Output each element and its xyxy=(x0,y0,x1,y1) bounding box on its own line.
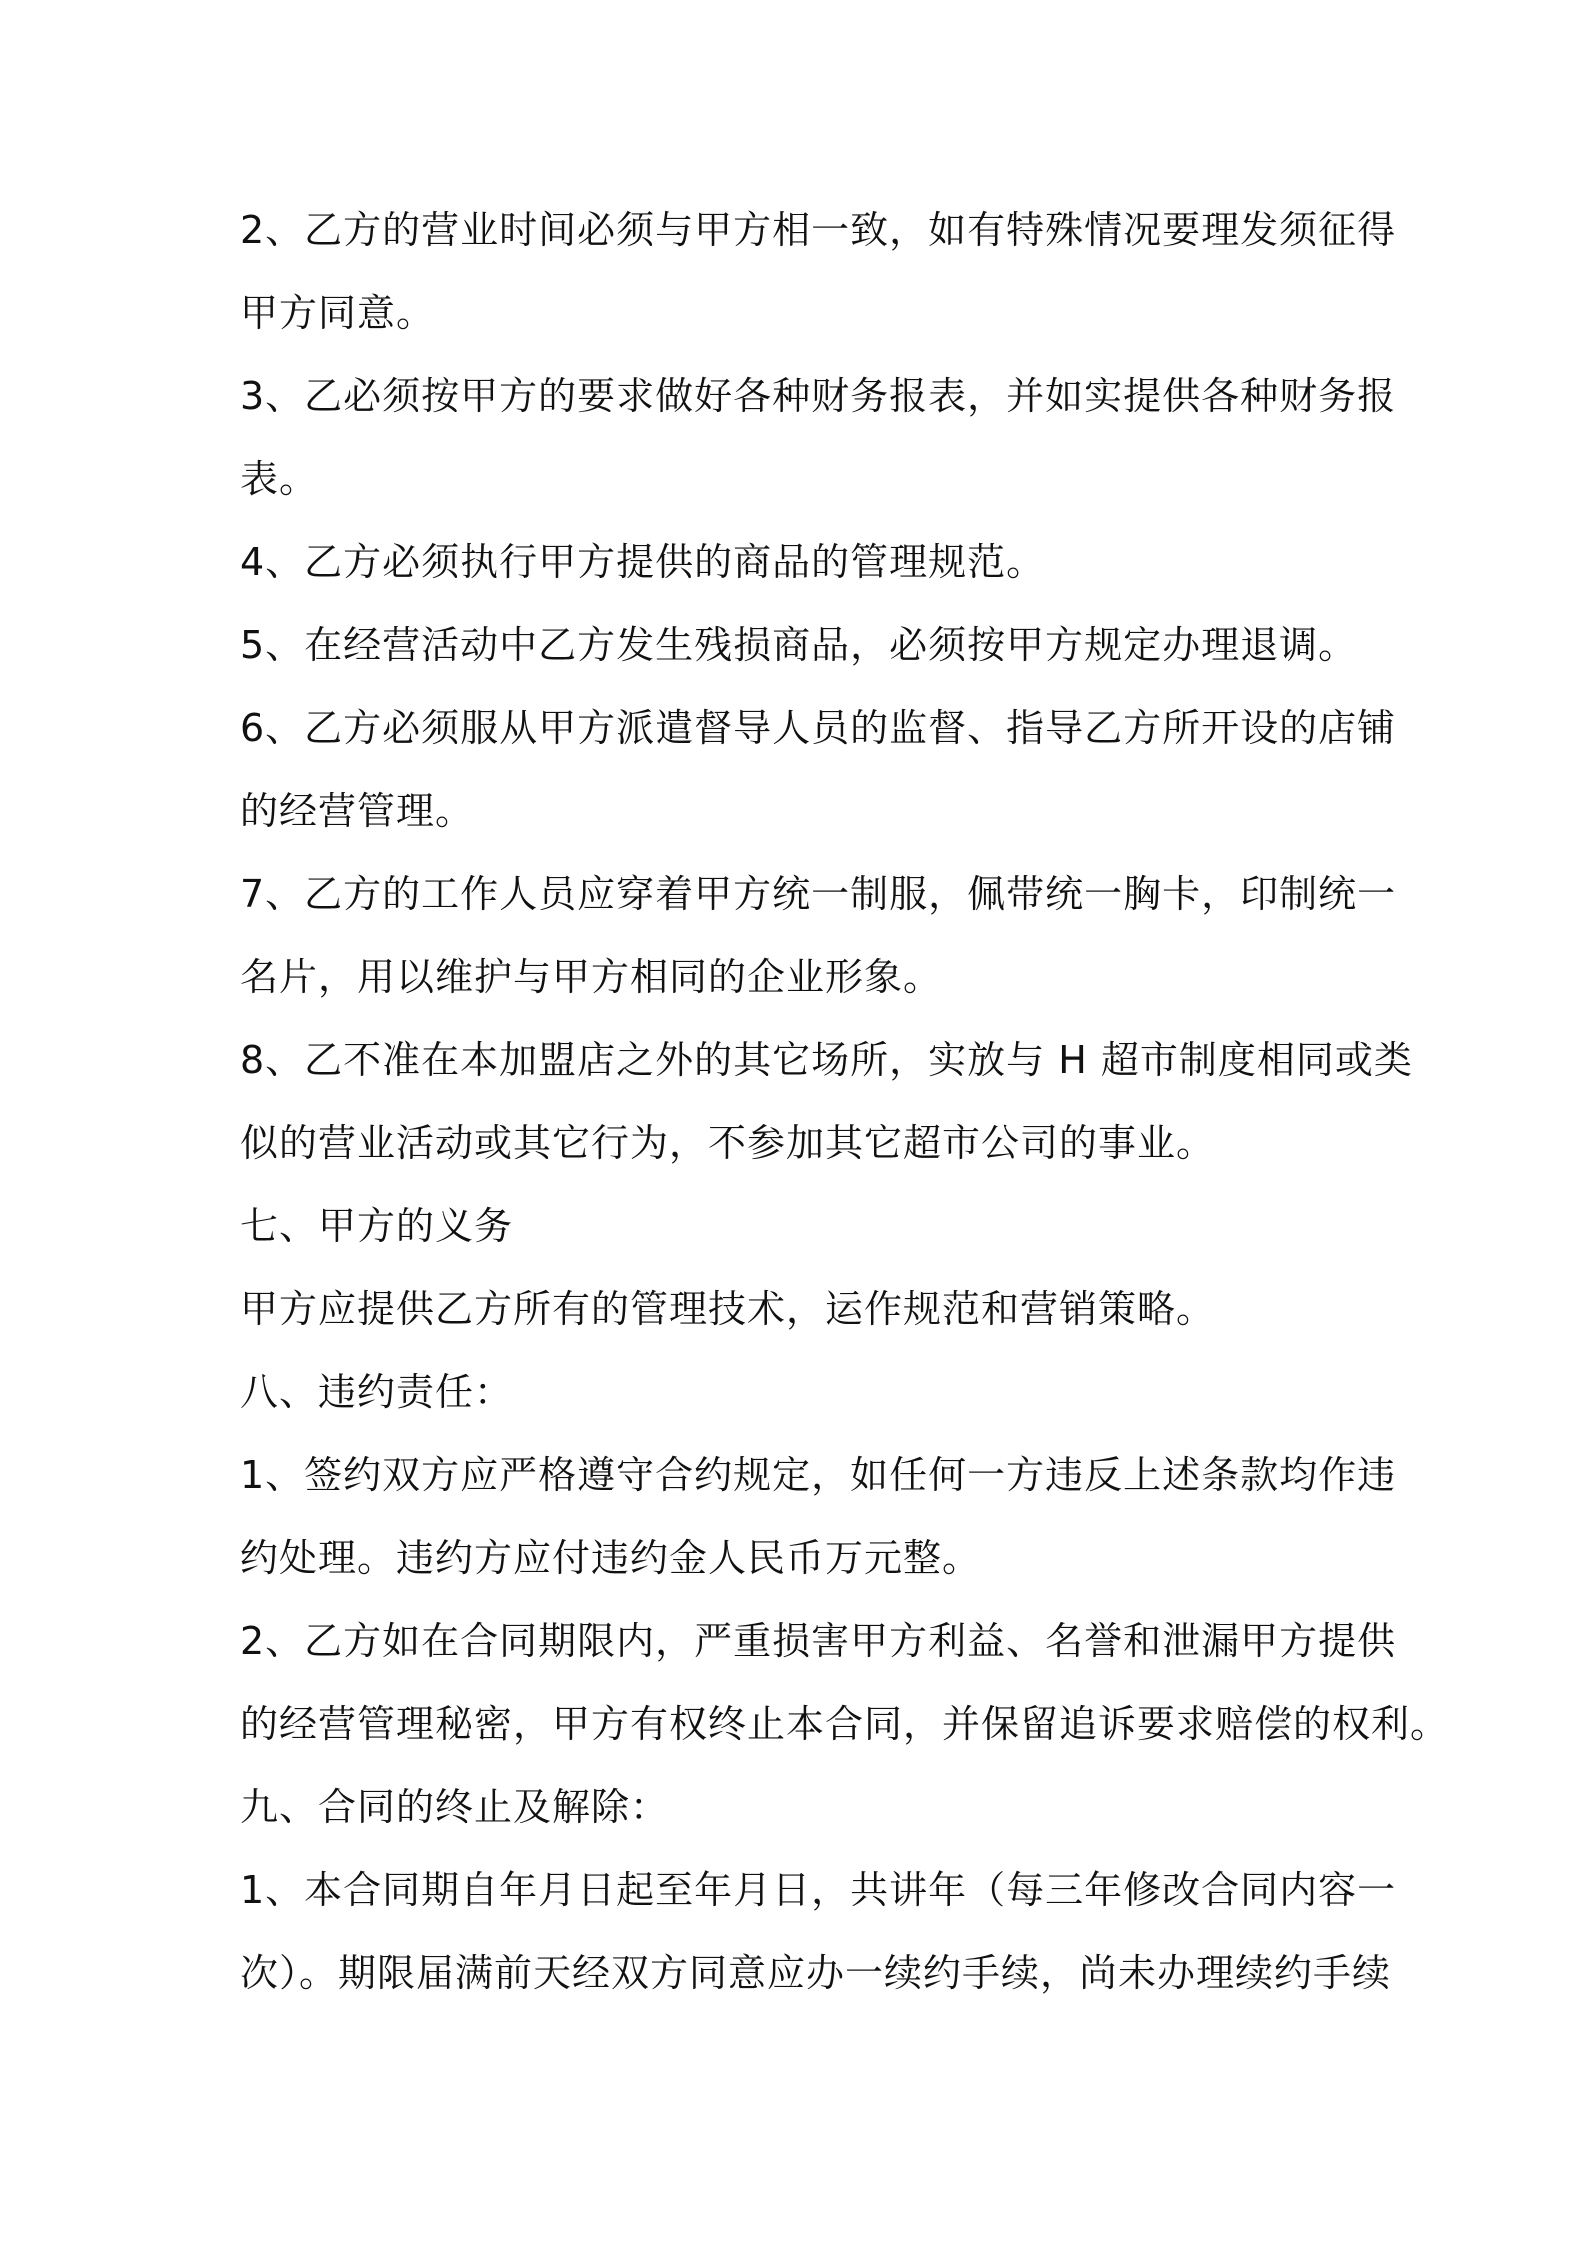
section-heading-7: 七、甲方的义务 xyxy=(240,1204,514,1248)
line-clause-6-part1: 6、乙方必须服从甲方派遣督导人员的监督、指导乙方所开设的店铺 xyxy=(240,706,1397,750)
line-breach-1-part2: 约处理。违约方应付违约金人民币万元整。 xyxy=(240,1536,982,1580)
line-breach-2-part1: 2、乙方如在合同期限内，严重损害甲方利益、名誉和泄漏甲方提供 xyxy=(240,1619,1397,1663)
line-breach-2-part2: 的经营管理秘密，甲方有权终止本合同，并保留追诉要求赔偿的权利。 xyxy=(240,1702,1450,1746)
section-heading-9: 九、合同的终止及解除： xyxy=(240,1785,670,1829)
line-clause-8-part1: 8、乙不准在本加盟店之外的其它场所，实放与 H 超市制度相同或类 xyxy=(240,1038,1413,1082)
line-clause-3-part1: 3、乙必须按甲方的要求做好各种财务报表，并如实提供各种财务报 xyxy=(240,374,1397,418)
line-breach-1-part1: 1、签约双方应严格遵守合约规定，如任何一方违反上述条款均作违 xyxy=(240,1453,1397,1497)
line-obligation: 甲方应提供乙方所有的管理技术，运作规范和营销策略。 xyxy=(240,1287,1216,1331)
line-termination-1-part1: 1、本合同期自年月日起至年月日，共讲年（每三年修改合同内容一 xyxy=(240,1868,1397,1912)
line-clause-4: 4、乙方必须执行甲方提供的商品的管理规范。 xyxy=(240,540,1046,584)
line-clause-2-part1: 2、乙方的营业时间必须与甲方相一致，如有特殊情况要理发须征得 xyxy=(240,208,1397,252)
line-clause-6-part2: 的经营管理。 xyxy=(240,789,475,833)
line-clause-7-part2: 名片，用以维护与甲方相同的企业形象。 xyxy=(240,955,943,999)
line-clause-2-part2: 甲方同意。 xyxy=(240,291,436,335)
line-clause-3-part2: 表。 xyxy=(240,457,319,501)
line-clause-8-part2: 似的营业活动或其它行为，不参加其它超市公司的事业。 xyxy=(240,1121,1216,1165)
section-heading-8: 八、违约责任： xyxy=(240,1370,514,1414)
line-clause-7-part1: 7、乙方的工作人员应穿着甲方统一制服，佩带统一胸卡，印制统一 xyxy=(240,872,1397,916)
line-clause-5: 5、在经营活动中乙方发生残损商品，必须按甲方规定办理退调。 xyxy=(240,623,1358,667)
line-termination-1-part2: 次）。期限届满前天经双方同意应办一续约手续，尚未办理续约手续 xyxy=(240,1951,1392,1995)
